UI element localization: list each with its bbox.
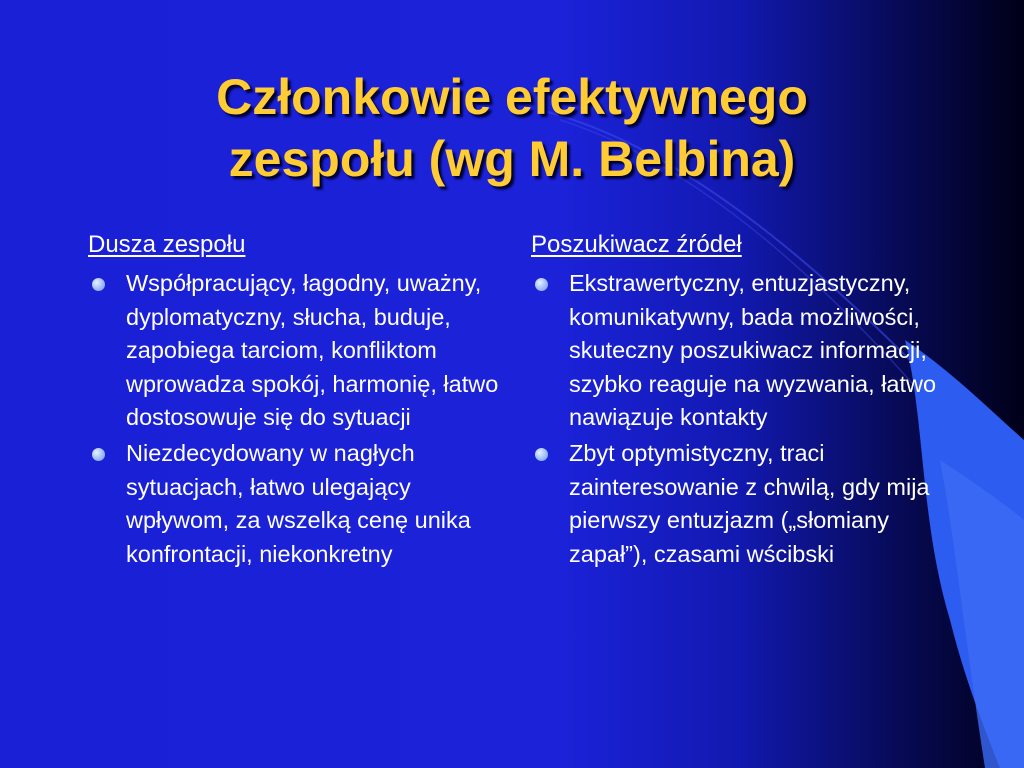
slide-title-line-1: Członkowie efektywnego [216,69,808,125]
bullet-text: Ekstrawertyczny, entuzjastyczny, komunikatywny, bada możliwości, skuteczny poszukiwacz informacji, szybko reaguje na wyzwania, łatwo nawiązuje kontakty [569,270,937,431]
left-column-heading: Dusza zespołu [88,231,246,258]
list-item [531,267,951,435]
list-item [88,267,508,435]
bullet-text: Zbyt optymistyczny, traci zainteresowanie z chwilą, gdy mija pierwszy entuzjazm („słomiany zapał”), czasami wścibski [569,439,930,567]
bullet-text: Niezdecydowany w nagłych sytuacjach, łatwo ulegający wpływom, za wszelką cenę unika konfrontacji, niekonkretny [126,439,471,567]
bullet-text: Współpracujący, łagodny, uważny, dyplomatyczny, słucha, buduje, zapobiega tarciom, konfliktom wprowadza spokój, harmonię, łatwo dostosowuje się do sytuacji [126,270,499,431]
slide-title-line-2: zespołu (wg M. Belbina) [228,131,796,187]
list-item [88,437,508,571]
bullet-icon [535,448,548,461]
slide-title [60,66,964,190]
right-column-heading: Poszukiwacz źródeł [531,231,742,258]
right-column [531,229,951,573]
bullet-icon [92,278,105,291]
bullet-icon [535,278,548,291]
bullet-icon [92,448,105,461]
left-bullet-list [88,267,508,571]
list-item [531,437,951,571]
left-column [88,229,508,573]
right-bullet-list [531,267,951,571]
